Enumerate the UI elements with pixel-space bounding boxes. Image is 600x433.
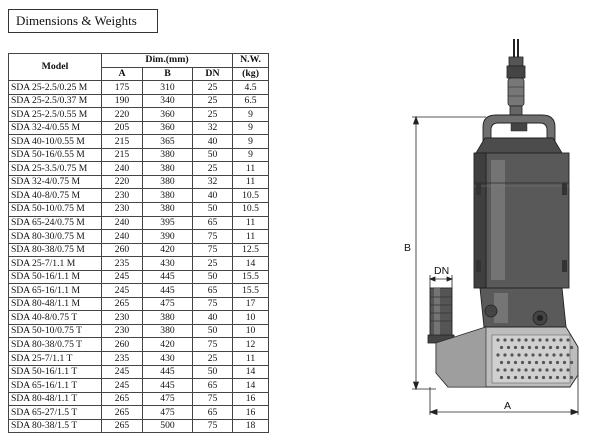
cell-model: SDA 25-2.5/0.37 M (9, 94, 102, 108)
cell-nw: 12 (233, 338, 269, 352)
cell-a: 230 (102, 203, 143, 217)
table-row (9, 297, 269, 311)
cell-model: SDA 50-16/1.1 T (9, 365, 102, 379)
table-row (9, 203, 269, 217)
cell-a: 240 (102, 230, 143, 244)
cell-a: 220 (102, 175, 143, 189)
table-row (9, 419, 269, 433)
cell-b: 395 (143, 216, 193, 230)
cell-nw: 10.5 (233, 203, 269, 217)
cell-dn: 50 (193, 365, 233, 379)
cell-a: 175 (102, 81, 143, 95)
cell-dn: 50 (193, 270, 233, 284)
cell-a: 230 (102, 311, 143, 325)
table-row (9, 311, 269, 325)
cell-nw: 11 (233, 216, 269, 230)
cell-nw: 6.5 (233, 94, 269, 108)
cell-nw: 18 (233, 419, 269, 433)
header-dim: Dim.(mm) (102, 54, 233, 68)
cell-dn: 25 (193, 162, 233, 176)
cell-dn: 75 (193, 338, 233, 352)
cell-nw: 10 (233, 311, 269, 325)
cell-a: 245 (102, 365, 143, 379)
cell-dn: 32 (193, 175, 233, 189)
cell-a: 265 (102, 297, 143, 311)
cell-dn: 65 (193, 379, 233, 393)
cell-nw: 9 (233, 108, 269, 122)
cell-model: SDA 65-16/1.1 M (9, 284, 102, 298)
cell-a: 260 (102, 243, 143, 257)
table-row (9, 216, 269, 230)
cell-model: SDA 50-16/1.1 M (9, 270, 102, 284)
cell-model: SDA 80-48/1.1 M (9, 297, 102, 311)
cell-a: 215 (102, 148, 143, 162)
cell-dn: 75 (193, 419, 233, 433)
cell-dn: 65 (193, 216, 233, 230)
cell-nw: 11 (233, 162, 269, 176)
header-dn: DN (193, 67, 233, 81)
table-row (9, 243, 269, 257)
cell-b: 310 (143, 81, 193, 95)
cell-dn: 50 (193, 324, 233, 338)
cell-b: 500 (143, 419, 193, 433)
cell-model: SDA 65-27/1.5 T (9, 406, 102, 420)
table-row (9, 230, 269, 244)
cell-a: 260 (102, 338, 143, 352)
cell-a: 265 (102, 392, 143, 406)
dimension-a-label: A (504, 400, 512, 412)
cell-dn: 50 (193, 203, 233, 217)
cell-model: SDA 80-48/1.1 T (9, 392, 102, 406)
cell-dn: 25 (193, 94, 233, 108)
table-row (9, 189, 269, 203)
cell-nw: 9 (233, 121, 269, 135)
table-row (9, 121, 269, 135)
cell-b: 420 (143, 243, 193, 257)
cell-b: 380 (143, 162, 193, 176)
cell-model: SDA 25-7/1.1 T (9, 352, 102, 366)
cell-dn: 75 (193, 243, 233, 257)
motor-top-cap (476, 138, 562, 153)
cell-a: 220 (102, 108, 143, 122)
table-row (9, 148, 269, 162)
table-row (9, 162, 269, 176)
cell-b: 390 (143, 230, 193, 244)
table-row (9, 324, 269, 338)
table-row (9, 338, 269, 352)
header-nw: N.W. (233, 54, 269, 68)
dimensions-weights-table (8, 53, 269, 433)
table-row (9, 81, 269, 95)
motor-housing (474, 153, 569, 288)
table-row (9, 108, 269, 122)
header-a: A (102, 67, 143, 81)
cell-nw: 9 (233, 135, 269, 149)
cell-b: 360 (143, 121, 193, 135)
cell-model: SDA 25-2.5/0.55 M (9, 108, 102, 122)
cell-model: SDA 32-4/0.75 M (9, 175, 102, 189)
cell-model: SDA 50-10/0.75 T (9, 324, 102, 338)
discharge-outlet (428, 288, 454, 343)
cell-nw: 14 (233, 257, 269, 271)
cell-dn: 65 (193, 406, 233, 420)
cell-model: SDA 50-10/0.75 M (9, 203, 102, 217)
cell-dn: 25 (193, 257, 233, 271)
cell-dn: 40 (193, 135, 233, 149)
cell-model: SDA 80-30/0.75 M (9, 230, 102, 244)
cell-model: SDA 80-38/0.75 M (9, 243, 102, 257)
table-row (9, 257, 269, 271)
cable-gland (507, 39, 525, 116)
cell-dn: 25 (193, 352, 233, 366)
cell-nw: 17 (233, 297, 269, 311)
dimension-b-label: B (404, 242, 412, 254)
table-row (9, 352, 269, 366)
cell-model: SDA 25-2.5/0.25 M (9, 81, 102, 95)
cell-a: 245 (102, 284, 143, 298)
pump-lower-body (480, 288, 566, 327)
cell-nw: 15.5 (233, 270, 269, 284)
cell-model: SDA 40-10/0.55 M (9, 135, 102, 149)
header-b: B (143, 67, 193, 81)
cell-a: 265 (102, 406, 143, 420)
page-title: Dimensions & Weights (8, 9, 158, 33)
cell-b: 475 (143, 297, 193, 311)
table-row (9, 270, 269, 284)
cell-b: 430 (143, 257, 193, 271)
cell-nw: 16 (233, 392, 269, 406)
cell-nw: 11 (233, 230, 269, 244)
cell-nw: 9 (233, 148, 269, 162)
cell-model: SDA 80-38/1.5 T (9, 419, 102, 433)
cell-dn: 50 (193, 148, 233, 162)
cell-nw: 14 (233, 365, 269, 379)
cell-b: 475 (143, 392, 193, 406)
cell-b: 360 (143, 108, 193, 122)
cell-a: 205 (102, 121, 143, 135)
cell-model: SDA 25-7/1.1 M (9, 257, 102, 271)
cell-model: SDA 65-16/1.1 T (9, 379, 102, 393)
table-row (9, 135, 269, 149)
cell-dn: 25 (193, 81, 233, 95)
cell-b: 420 (143, 338, 193, 352)
cell-dn: 65 (193, 284, 233, 298)
cell-dn: 25 (193, 108, 233, 122)
cell-b: 380 (143, 311, 193, 325)
cell-nw: 10 (233, 324, 269, 338)
table-row (9, 284, 269, 298)
cell-b: 445 (143, 284, 193, 298)
cell-a: 235 (102, 352, 143, 366)
cell-a: 190 (102, 94, 143, 108)
cell-nw: 11 (233, 352, 269, 366)
cell-dn: 75 (193, 230, 233, 244)
cell-nw: 10.5 (233, 189, 269, 203)
cell-nw: 4.5 (233, 81, 269, 95)
pump-base (436, 327, 578, 387)
cell-dn: 75 (193, 297, 233, 311)
header-kg: (kg) (233, 67, 269, 81)
cell-dn: 40 (193, 311, 233, 325)
cell-nw: 12.5 (233, 243, 269, 257)
cell-model: SDA 40-8/0.75 T (9, 311, 102, 325)
cell-b: 380 (143, 148, 193, 162)
cell-nw: 15.5 (233, 284, 269, 298)
cell-dn: 75 (193, 392, 233, 406)
cell-b: 380 (143, 189, 193, 203)
table-row (9, 406, 269, 420)
table-row (9, 175, 269, 189)
cell-b: 380 (143, 175, 193, 189)
cell-dn: 32 (193, 121, 233, 135)
cell-a: 215 (102, 135, 143, 149)
table-row (9, 379, 269, 393)
table-row (9, 365, 269, 379)
cell-nw: 11 (233, 175, 269, 189)
pump-dimension-drawing (390, 35, 595, 418)
cell-a: 240 (102, 216, 143, 230)
cell-b: 445 (143, 379, 193, 393)
cell-model: SDA 32-4/0.55 M (9, 121, 102, 135)
dimension-dn-label: DN (434, 265, 450, 277)
cell-model: SDA 65-24/0.75 M (9, 216, 102, 230)
table-row (9, 94, 269, 108)
cell-nw: 16 (233, 406, 269, 420)
cell-b: 445 (143, 270, 193, 284)
cell-b: 475 (143, 406, 193, 420)
cell-b: 380 (143, 203, 193, 217)
header-model: Model (9, 54, 102, 81)
cell-a: 230 (102, 324, 143, 338)
cell-model: SDA 50-16/0.55 M (9, 148, 102, 162)
cell-a: 265 (102, 419, 143, 433)
cell-a: 230 (102, 189, 143, 203)
cell-b: 380 (143, 324, 193, 338)
cell-b: 445 (143, 365, 193, 379)
cell-nw: 14 (233, 379, 269, 393)
table-row (9, 392, 269, 406)
cell-a: 245 (102, 379, 143, 393)
cell-b: 365 (143, 135, 193, 149)
cell-a: 235 (102, 257, 143, 271)
cell-b: 340 (143, 94, 193, 108)
cell-model: SDA 80-38/0.75 T (9, 338, 102, 352)
cell-a: 245 (102, 270, 143, 284)
cell-dn: 40 (193, 189, 233, 203)
cell-b: 430 (143, 352, 193, 366)
cell-model: SDA 25-3.5/0.75 M (9, 162, 102, 176)
cell-a: 240 (102, 162, 143, 176)
cell-model: SDA 40-8/0.75 M (9, 189, 102, 203)
